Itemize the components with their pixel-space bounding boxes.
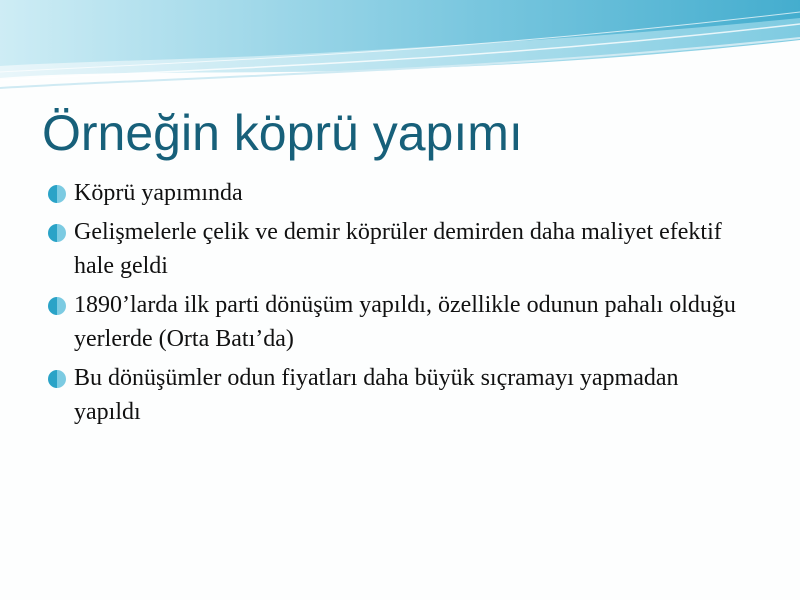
- half-circle-bullet-icon: [48, 370, 66, 388]
- bullet-list: [48, 176, 748, 434]
- half-circle-bullet-icon: [48, 185, 66, 203]
- slide-title: Örneğin köprü yapımı: [42, 105, 523, 161]
- list-item: [48, 215, 748, 283]
- bullet-text: 1890’larda ilk parti dönüşüm yapıldı, özellikle odunun pahalı olduğu yerlerde (Orta Batı’da): [74, 292, 736, 352]
- bullet-text: Gelişmelerle çelik ve demir köprüler demirden daha maliyet efektif hale geldi: [74, 219, 722, 279]
- list-item: [48, 176, 748, 210]
- bullet-text: Bu dönüşümler odun fiyatları daha büyük sıçramayı yapmadan yapıldı: [74, 365, 679, 425]
- header-wave-decoration: [0, 0, 800, 95]
- list-item: [48, 288, 748, 356]
- bullet-text: Köprü yapımında: [74, 180, 243, 206]
- list-item: [48, 361, 748, 429]
- half-circle-bullet-icon: [48, 224, 66, 242]
- half-circle-bullet-icon: [48, 297, 66, 315]
